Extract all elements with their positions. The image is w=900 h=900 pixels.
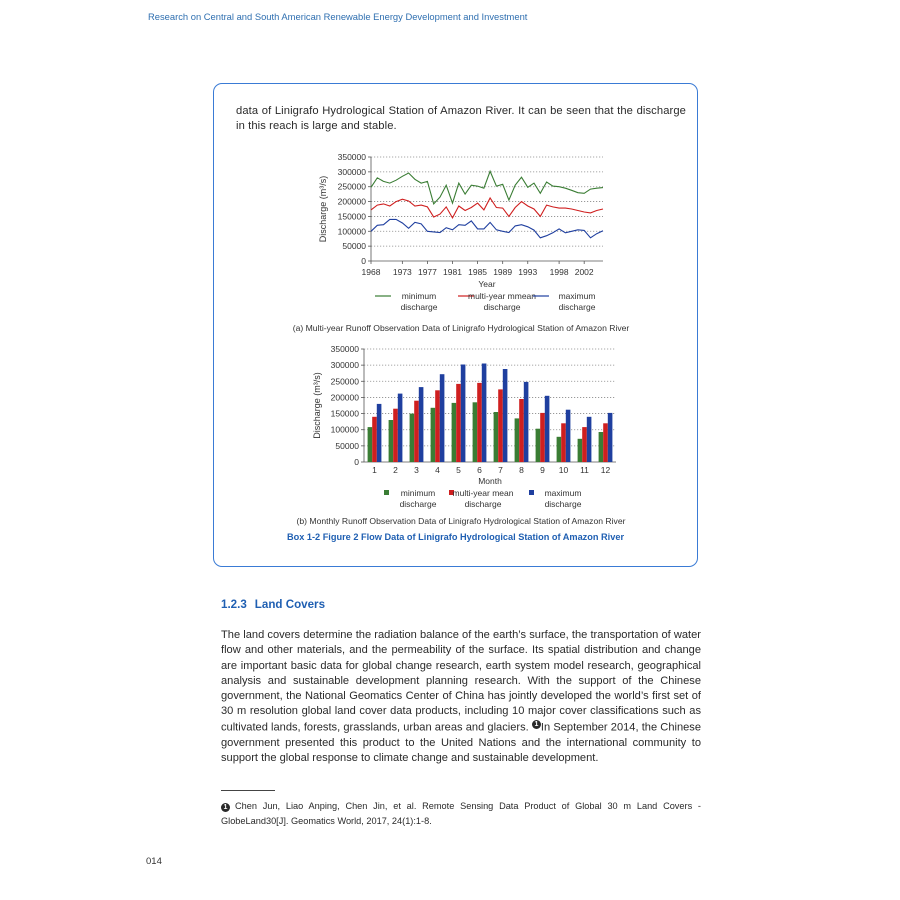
bar: [503, 369, 508, 462]
y-tick-label: 50000: [342, 241, 366, 252]
bar: [515, 418, 520, 462]
bar: [498, 389, 503, 462]
box-figure-caption: Box 1-2 Figure 2 Flow Data of Linigrafo Hydrological Station of Amazon River: [286, 532, 625, 542]
bar: [561, 423, 566, 462]
x-tick-label: 1981: [443, 267, 462, 277]
y-tick-label: 200000: [330, 392, 359, 403]
legend-label: discharge: [544, 499, 582, 509]
bar: [389, 420, 394, 462]
x-tick-label: 1: [372, 465, 377, 475]
x-tick-label: 1985: [468, 267, 488, 277]
x-tick-label: 1998: [549, 267, 569, 277]
y-tick-label: 200000: [337, 196, 366, 207]
page-number: 014: [146, 856, 162, 867]
bar: [440, 374, 445, 462]
bar: [414, 401, 419, 462]
series-line: [371, 219, 603, 237]
bar: [587, 417, 592, 462]
legend-label: discharge: [399, 499, 437, 509]
bar: [435, 390, 440, 462]
y-tick-label: 100000: [337, 226, 366, 237]
bar: [566, 410, 571, 462]
legend-swatch: [384, 490, 389, 495]
bar: [473, 402, 478, 462]
footnote: [221, 799, 701, 829]
bar: [377, 404, 382, 462]
legend-label: discharge: [558, 302, 596, 312]
y-tick-label: 100000: [330, 424, 359, 435]
legend-label: maximum: [544, 488, 582, 498]
bar: [540, 413, 545, 462]
chart-subtitle: (b) Monthly Runoff Observation Data of Linigrafo Hydrological Station of Amazon River: [296, 516, 626, 526]
chart-subtitle: (a) Multi-year Runoff Observation Data of Linigrafo Hydrological Station of Amazon River: [292, 323, 630, 333]
x-tick-label: 2002: [574, 267, 594, 277]
running-header: Research on Central and South American Renewable Energy Development and Investment: [148, 11, 528, 22]
footnote-text: Chen Jun, Liao Anping, Chen Jin, et al. Remote Sensing Data Product of Global 30 m Land Covers - GlobeLand30[J]. Geomatics World, 2017, 24(1):1-8.: [221, 801, 701, 826]
x-tick-label: 12: [600, 465, 611, 475]
y-tick-label: 300000: [337, 166, 366, 177]
legend-label: maximum: [558, 291, 596, 301]
bar: [582, 427, 587, 462]
y-tick-label: 300000: [330, 360, 359, 371]
y-tick-label: 150000: [330, 408, 359, 419]
x-tick-label: 6: [477, 465, 482, 475]
x-tick-label: 2: [393, 465, 398, 475]
footnote-divider: [221, 790, 275, 791]
x-axis-label: Year: [478, 279, 496, 289]
legend-label: discharge: [483, 302, 521, 312]
x-tick-label: 1968: [361, 267, 381, 277]
x-tick-label: 5: [456, 465, 461, 475]
legend-swatch: [529, 490, 534, 495]
x-axis-label: Month: [478, 476, 502, 486]
x-tick-label: 10: [558, 465, 569, 475]
x-tick-label: 11: [580, 465, 589, 475]
paragraph-text-after: In September 2014, the Chinese government presented this product to the United Nations and the international community to support the global response to climate change and sustainable development.: [221, 721, 702, 765]
bar: [452, 403, 457, 462]
bar: [578, 439, 583, 462]
bar: [599, 432, 604, 462]
section-title: Land Covers: [254, 598, 326, 611]
x-tick-label: 3: [414, 465, 419, 475]
bar: [456, 384, 461, 462]
legend-label: discharge: [400, 302, 438, 312]
bar: [519, 399, 524, 462]
legend-label: multi-year mean: [452, 488, 514, 498]
bar: [524, 382, 529, 462]
footnote-reference[interactable]: 1: [532, 720, 541, 729]
box-intro-text: data of Linigrafo Hydrological Station of Amazon River. It can be seen that the discharge in this reach is large and stable.: [236, 105, 686, 132]
bar: [393, 409, 398, 462]
x-tick-label: 1977: [417, 267, 437, 277]
legend-label: multi-year mmean: [467, 291, 537, 301]
bar: [368, 427, 373, 462]
legend-label: minimum: [401, 291, 437, 301]
y-tick-label: 50000: [335, 440, 359, 451]
bar: [608, 413, 613, 462]
y-tick-label: 350000: [337, 152, 366, 162]
x-tick-label: 1973: [392, 267, 412, 277]
bar: [372, 417, 377, 462]
y-axis-label: Discharge (m³/s): [318, 175, 328, 243]
line-chart-multi-year-runoff: [236, 148, 686, 338]
paragraph-text-before: The land covers determine the radiation balance of the earth’s surface, the transportation of water flow and other materials, and the permeability of the surface. Its spatial distribution and change are important basic data for global change research, earth system model research, geographical analysis and sustainable development planning research. With the support of the Chinese government, the National Geomatics Center of China has jointly developed the world’s first set of 30 m resolution global land cover data products, including 10 major cover classifications such as cultivated lands, forests, grasslands, urban areas and glaciers.: [221, 629, 701, 734]
series-line: [371, 198, 603, 218]
x-tick-label: 7: [498, 465, 503, 475]
x-tick-label: 1993: [518, 267, 538, 277]
legend-label: discharge: [464, 499, 502, 509]
bar: [536, 429, 541, 462]
x-tick-label: 8: [519, 465, 524, 475]
bar: [461, 365, 466, 463]
y-tick-label: 0: [354, 457, 359, 467]
series-line: [371, 171, 603, 204]
legend-label: minimum: [400, 488, 436, 498]
x-tick-label: 4: [435, 465, 440, 475]
bar: [557, 437, 562, 462]
y-axis-label: Discharge (m³/s): [312, 372, 322, 439]
bar: [398, 394, 403, 462]
bar: [431, 408, 436, 462]
x-tick-label: 1989: [493, 267, 513, 277]
y-tick-label: 350000: [330, 344, 359, 354]
bar: [482, 364, 487, 463]
y-tick-label: 250000: [337, 181, 366, 192]
section-number: 1.2.3: [221, 598, 247, 611]
footnote-marker: 1: [221, 803, 230, 812]
bar: [477, 383, 482, 462]
bar: [603, 423, 608, 462]
body-paragraph: [221, 628, 701, 766]
x-tick-label: 9: [540, 465, 545, 475]
bar: [494, 412, 499, 462]
bar: [410, 414, 415, 462]
bar: [419, 387, 424, 462]
bar: [545, 396, 550, 462]
y-tick-label: 0: [361, 256, 366, 266]
section-heading: [221, 598, 325, 611]
y-tick-label: 250000: [330, 376, 359, 387]
y-tick-label: 150000: [337, 211, 366, 222]
bar-chart-monthly-runoff: [236, 338, 686, 530]
